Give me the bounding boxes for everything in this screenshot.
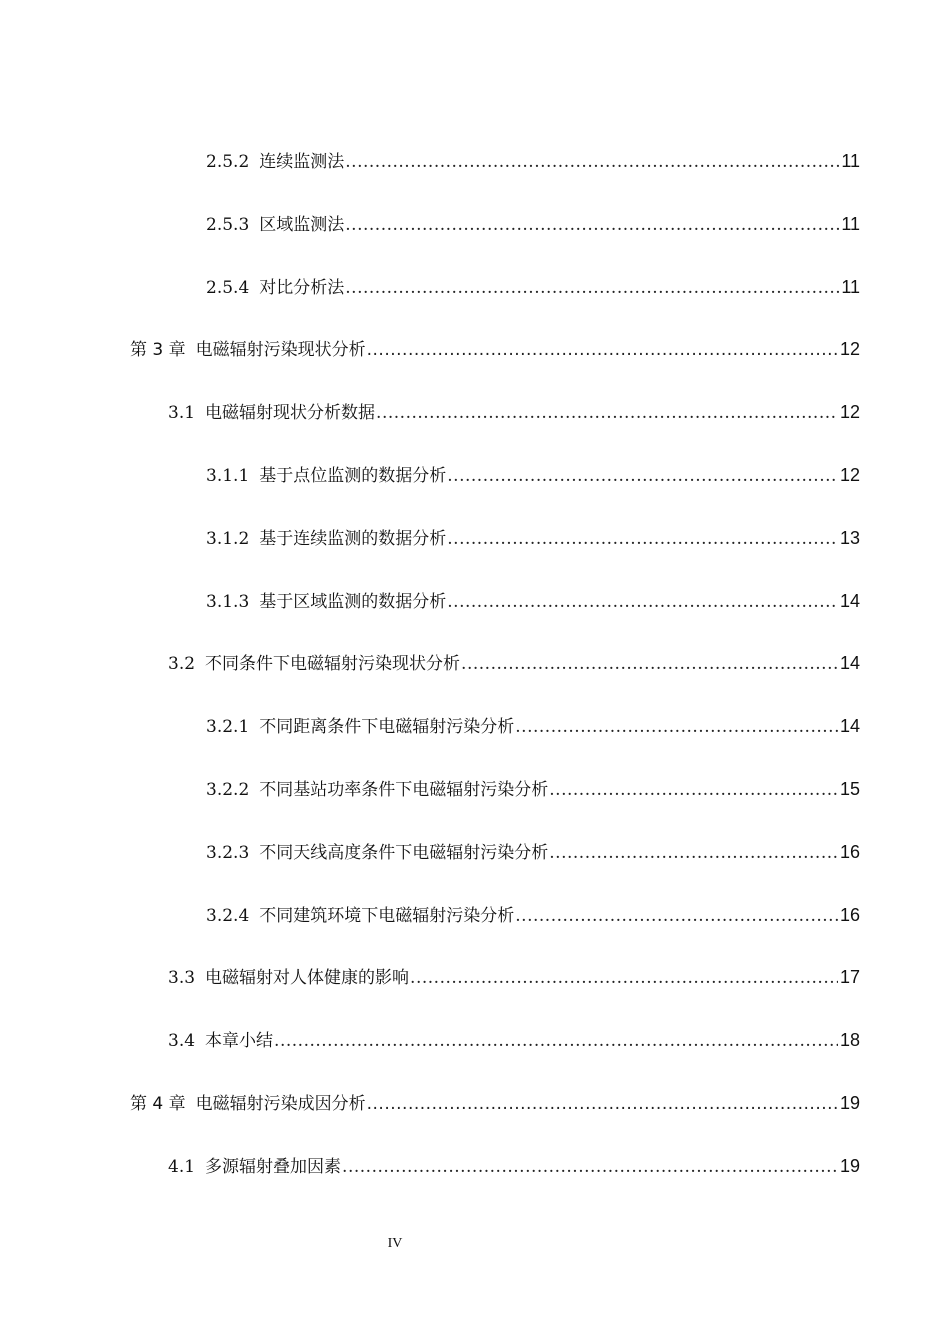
toc-entry-number: 3.4 <box>168 1031 196 1051</box>
toc-entry-page: 17 <box>839 967 860 987</box>
toc-entry-page: 14 <box>839 653 860 673</box>
toc-leader-dots <box>447 462 838 490</box>
toc-entry-title: 本章小结 <box>205 1031 274 1051</box>
toc-entry[interactable] <box>206 461 860 489</box>
toc-entry-number: 4.1 <box>168 1157 196 1177</box>
toc-entry[interactable] <box>168 649 860 677</box>
toc-entry[interactable] <box>206 273 860 301</box>
toc-entry-number: 3.1.1 <box>206 466 250 486</box>
toc-entry-title: 基于点位监测的数据分析 <box>259 466 447 486</box>
toc-entry-page: 11 <box>841 214 860 234</box>
toc-entry-page: 12 <box>839 339 860 359</box>
toc-entry[interactable] <box>206 712 860 740</box>
toc-entry-number: 第 4 章 <box>130 1094 186 1114</box>
toc-entry-title: 区域监测法 <box>259 215 345 235</box>
toc-leader-dots <box>367 1090 838 1118</box>
toc-entry-title: 基于区域监测的数据分析 <box>259 592 447 612</box>
toc-entry[interactable] <box>206 775 860 803</box>
toc-entry[interactable] <box>206 210 860 238</box>
toc-leader-dots <box>345 148 839 176</box>
toc-entry-page: 15 <box>839 779 860 799</box>
toc-entry-title: 电磁辐射污染成因分析 <box>195 1094 366 1114</box>
toc-entry-title: 电磁辐射对人体健康的影响 <box>205 968 410 988</box>
toc-entry-title: 电磁辐射现状分析数据 <box>205 403 376 423</box>
toc-entry-number: 3.2.4 <box>206 906 250 926</box>
toc-leader-dots <box>549 776 838 804</box>
toc-leader-dots <box>447 588 838 616</box>
toc-entry-number: 3.1 <box>168 403 196 423</box>
toc-leader-dots <box>515 902 838 930</box>
toc-entry-number: 3.2.2 <box>206 780 250 800</box>
toc-leader-dots <box>549 839 838 867</box>
toc-leader-dots <box>345 211 839 239</box>
toc-entry-page: 19 <box>839 1093 860 1113</box>
toc-entry[interactable] <box>206 587 860 615</box>
toc-entry-page: 12 <box>839 402 860 422</box>
toc-entry-page: 16 <box>839 842 860 862</box>
toc-entry-page: 19 <box>839 1156 860 1176</box>
toc-leader-dots <box>515 713 838 741</box>
toc-leader-dots <box>376 399 838 427</box>
toc-entry-page: 13 <box>839 528 860 548</box>
toc-entry[interactable] <box>168 1152 860 1180</box>
toc-leader-dots <box>410 964 838 992</box>
toc-leader-dots <box>342 1153 838 1181</box>
toc-entry-title: 不同条件下电磁辐射污染现状分析 <box>205 654 461 674</box>
toc-entry-title: 不同建筑环境下电磁辐射污染分析 <box>259 906 515 926</box>
toc-entry-title: 对比分析法 <box>259 278 345 298</box>
toc-leader-dots <box>274 1027 838 1055</box>
toc-entry-page: 18 <box>839 1030 860 1050</box>
toc-leader-dots <box>345 274 839 302</box>
toc-entry[interactable] <box>206 838 860 866</box>
toc-entry[interactable] <box>206 901 860 929</box>
toc-entry-number: 2.5.4 <box>206 278 250 298</box>
toc-entry-title: 基于连续监测的数据分析 <box>259 529 447 549</box>
toc-entry-title: 电磁辐射污染现状分析 <box>195 340 366 360</box>
page-footer-number: IV <box>387 1236 403 1251</box>
toc-entry-page: 11 <box>841 277 860 297</box>
toc-entry[interactable] <box>206 147 860 175</box>
toc-entry-number: 2.5.2 <box>206 152 250 172</box>
toc-entry-number: 3.3 <box>168 968 196 988</box>
toc-leader-dots <box>367 336 838 364</box>
toc-entry-page: 14 <box>839 716 860 736</box>
toc-entry-title: 不同距离条件下电磁辐射污染分析 <box>259 717 515 737</box>
toc-entry[interactable] <box>168 963 860 991</box>
toc-entry[interactable] <box>168 398 860 426</box>
toc-chapter-entry[interactable] <box>130 1089 860 1117</box>
toc-entry-title: 多源辐射叠加因素 <box>205 1157 342 1177</box>
toc-entry-number: 第 3 章 <box>130 340 186 360</box>
toc-entry-number: 3.1.3 <box>206 592 250 612</box>
toc-leader-dots <box>461 650 838 678</box>
toc-entry-number: 3.1.2 <box>206 529 250 549</box>
toc-entry-title: 连续监测法 <box>259 152 345 172</box>
toc-entry[interactable] <box>168 1026 860 1054</box>
toc-leader-dots <box>447 525 838 553</box>
toc-entry-page: 12 <box>839 465 860 485</box>
toc-entry-number: 2.5.3 <box>206 215 250 235</box>
toc-entry-number: 3.2.3 <box>206 843 250 863</box>
toc-entry-number: 3.2.1 <box>206 717 250 737</box>
toc-entry-title: 不同天线高度条件下电磁辐射污染分析 <box>259 843 549 863</box>
toc-entry[interactable] <box>206 524 860 552</box>
toc-entry-title: 不同基站功率条件下电磁辐射污染分析 <box>259 780 549 800</box>
toc-chapter-entry[interactable] <box>130 335 860 363</box>
toc-entry-page: 16 <box>839 905 860 925</box>
toc-entry-page: 14 <box>839 591 860 611</box>
toc-entry-page: 11 <box>841 151 860 171</box>
toc-entry-number: 3.2 <box>168 654 196 674</box>
